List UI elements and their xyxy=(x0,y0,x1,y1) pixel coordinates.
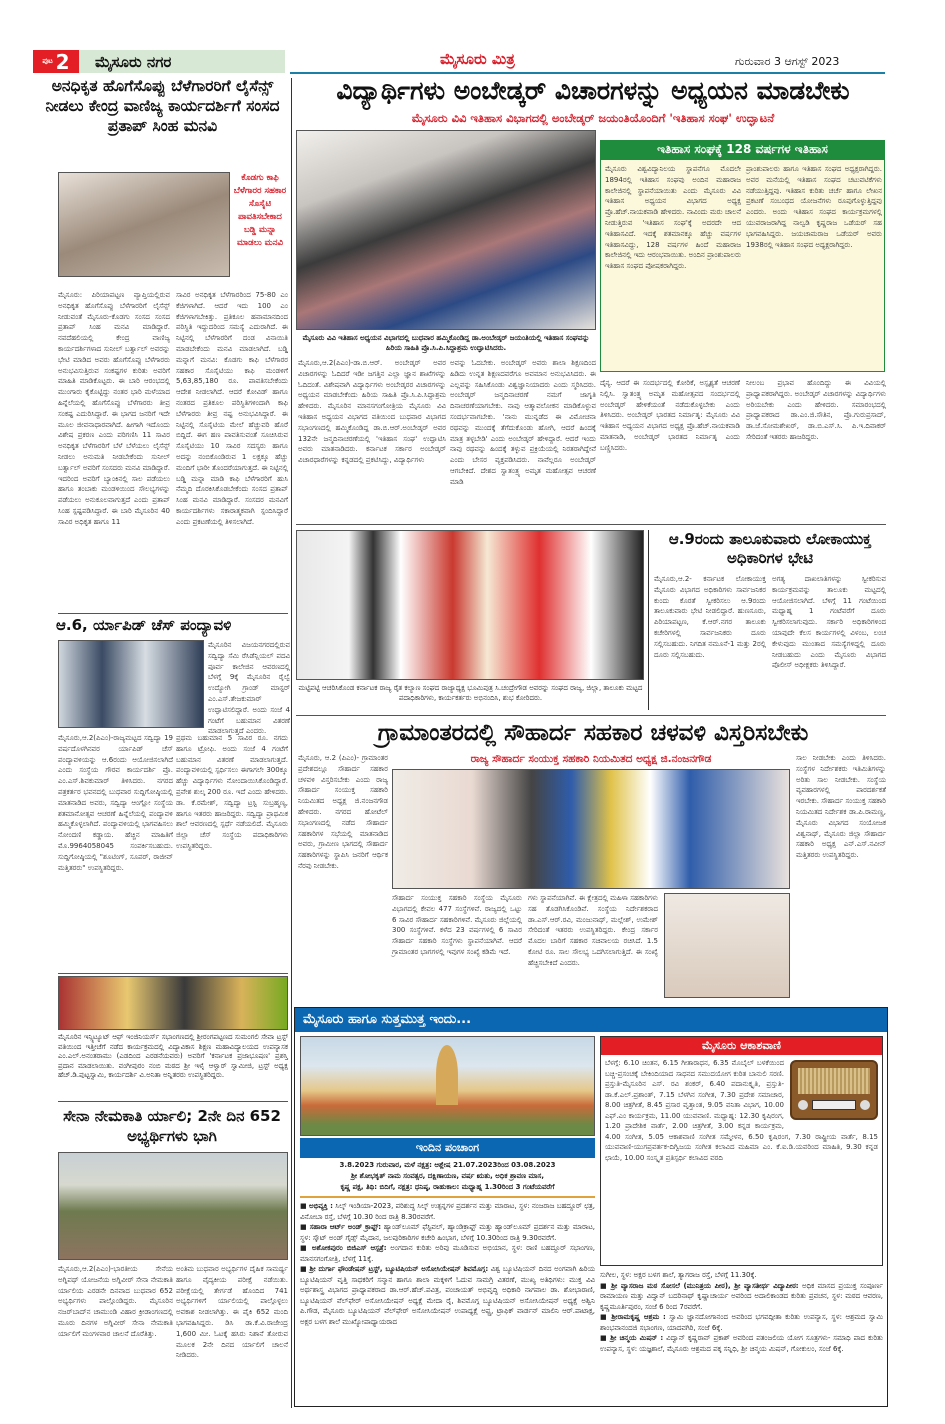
chess-headline: ಆ.6, ರ್ಯಾಪಿಡ್ ಚೆಸ್ ಪಂದ್ಯಾವಳಿ xyxy=(56,616,232,634)
event-item xyxy=(600,1270,883,1281)
lead-body-col1: ಮೈಸೂರು,ಆ.2(ಪಿಎಂ)-ಡಾ.ಬಿ.ಆರ್. ಅಂಬೇಡ್ಕರ್ ಅವರ ವಿಚಾರಗಳನ್ನು ಓದಿದರೆ ಇಡೀ ಜಗತ್ತಿನ ಎಲ್ಲಾ ಜ್ಞಾನ ಶಾಖೆಗಳನ್ನು ಓದಿದಂತೆ. ವಿಶೇಷವಾಗಿ ವಿದ್ಯಾರ್ಥಿಗಳು ಅಂಬೇಡ್ಕರರ ವಿಚಾರಗಳನ್ನು ಅಧ್ಯಯನ ಮಾಡಬೇಕೆಂದು ಹಿರಿಯ ಸಾಹಿತಿ ಪ್ರೊ.ಸಿ.ಪಿ.ಸಿದ್ದಾಶ್ರಮ ಹೇಳಿದರು. ಮೈಸೂರಿನ ಮಾನಸಗಂಗೋತ್ರಿಯ ಮೈಸೂರು ವಿವಿ ಇತಿಹಾಸ ಅಧ್ಯಯನ ವಿಭಾಗದ ವತಿಯಿಂದ ಬುಧವಾರ ವಿಭಾಗದ ಸಭಾಂಗಣದಲ್ಲಿ ಹಮ್ಮಿಕೊಂಡಿದ್ದ ಡಾ.ಬಿ.ಆರ್.ಅಂಬೇಡ್ಕರ್ ಅವರ 132ನೇ ಜನ್ಮದಿನಾಚರಣೆಯಲ್ಲಿ 'ಇತಿಹಾಸ ಸಂಘ' ಉದ್ಘಾಟಿಸಿ ಅವರು ಮಾತನಾಡಿದರು. ಕರ್ನಾಟಕ ಸರ್ಕಾರ ಅಂಬೇಡ್ಕರ್ ವಿಚಾರಧಾರೆಗಳನ್ನು ಕನ್ನಡದಲ್ಲಿ ಪ್ರಕಟಿಸಿದ್ದು, ವಿದ್ಯಾರ್ಥಿಗಳು xyxy=(298,359,446,465)
history-box xyxy=(600,159,885,372)
event-text: ಅಧಿಕ ಮಾಸದ ಪ್ರಯುಕ್ತ ಸಂಪೂರ್ಣ ರಾಮಾಯಣ ಮತ್ತು ವಿದ್ವಾನ್ ಬದರಿನಾಥ್ ಕೃಷ್ಣಾಚಾರ್ಯ ಅವರಿಂದ ಅದಾಲಿಕಾಂಡದ ಕುರಿತು ಪ್ರವಚನ, ಸ್ಥಳ: ಮಠದ ಆವರಣ, ಕೃಷ್ಣಮೂರ್ತಿಪುರಂ, ಸಂಜೆ 6 ರಿಂದ 7ರವರೆಗೆ. xyxy=(600,1281,883,1311)
tobacco-body-col2: ಸಾವಿರ ಅನಧಿಕೃತ ಬೆಳೆಗಾರರಿಂದ 75-80 ಎಂ ಕೆಜಿಗಳಾಗಿದೆ. ಆದರೆ ಇದು 100 ಎಂ ಕೆಜಿಗಳಾಗಬೇಕಿತ್ತು. ಪ್ರತಿಕೂಲ ಹವಾಮಾನದಿಂದ ಪರಿಸ್ಥಿತಿ ಇದ್ದುದರಿಂದ ಸಮಸ್ಯೆ ಎದುರಾಗಿದೆ. ಈ ನಿಟ್ಟಿನಲ್ಲಿ ಬೆಳೆಗಾರರಿಗೆ ದಂಡ ವಿನಾಯಿತಿ ಮಾಡಬೇಕೆಂದು ಮನವಿ ಮಾಡಲಾಗಿದೆ. ಬಡ್ಡಿ ಮನ್ನಾಗೆ ಮನವಿ: ಕೊಡಗು ಕಾಫಿ ಬೆಳೆಗಾರರ ಸಹಕಾರ ಸೊಸೈಟಿಯು ಕಾಫಿ ಮಂಡಳಿಗೆ 5,63,85,180 ರೂ. ಪಾವತಿಸಬೇಕೆಂದು ಆದೇಶ ನೀಡಲಾಗಿದೆ. ಆದರೆ ಕೋವಿಡ್ ಹಾಗೂ ನಂತರದ ಪ್ರತಿಕೂಲ ಪರಿಸ್ಥಿತಿಗಳಿಂದಾಗಿ ಕಾಫಿ ಬೆಳೆಗಾರರು ತೀವ್ರ ನಷ್ಟ ಅನುಭವಿಸಿದ್ದಾರೆ. ಈ ನಿಟ್ಟಿನಲ್ಲಿ ಸೊಸೈಟಿಯ ಮೇಲೆ ಹೆಚ್ಚುವರಿ ಹೊರೆ ಬಿದ್ದಿದೆ. ಈಗ ಹಣ ಪಾವತಿಸುವಂತೆ ಸೂಚಿಸಿರುವ ಸೊಸೈಟಿಯು 10 ಸಾವಿರ ಸದಸ್ಯರು ಹಾಗೂ ಅದನ್ನು ನಂಬಿಕೊಂಡಿರುವ 1 ಲಕ್ಷಕ್ಕೂ ಹೆಚ್ಚು ಮಂದಿಗೆ ಭಾರೀ ತೊಂದರೆಯಾಗುತ್ತದೆ. ಈ ನಿಟ್ಟಿನಲ್ಲಿ ಬಡ್ಡಿ ಮನ್ನಾ ಮಾಡಿ ಕಾಫಿ ಬೆಳೆಗಾರರಿಗೆ ಹುಸಿ ನೆಮ್ಮದಿ ದೊರಕಿಸಿಕೊಡಬೇಕೆಂದು ಸಂಸದ ಪ್ರತಾಪ್ ಸಿಂಹ ಮನವಿ ಮಾಡಿದ್ದಾರೆ. ಸಂಸದರ ಮನವಿಗೆ ಕಾರ್ಯದರ್ಶಿಗಳು ಸಕಾರಾತ್ಮಕವಾಗಿ ಸ್ಪಂದಿಸಿದ್ದಾರೆ ಎಂದು ಪ್ರಕಟಣೆಯಲ್ಲಿ ತಿಳಿಸಲಾಗಿದೆ. xyxy=(176,291,288,526)
tobacco-headline: ಅನಧಿಕೃತ ಹೊಗೆಸೊಪ್ಪು ಬೆಳೆಗಾರರಿಗೆ ಲೈಸೆನ್ಸ್ ನೀಡಲು ಕೇಂದ್ರ ವಾಣಿಜ್ಯ ಕಾರ್ಯದರ್ಶಿಗೆ ಸಂಸದ ಪ್ರತಾಪ್ ಸಿಂಹ ಮನವಿ xyxy=(45,77,280,135)
cooperative-body-col3: ಗಳು ಸ್ಥಾಪನೆಯಾಗಿವೆ. ಈ ಕ್ಷೇತ್ರದಲ್ಲಿ ಮಹಿಳಾ ಸಹಕಾರಿಗಳು ಸಹ ತೊಡಗಿಸಿಕೊಂಡಿವೆ. ಸಂಸ್ಥೆಯ ನಿರ್ದೇಶಕರಾದ ಡಾ.ಎಸ್.ಆರ್.ರವಿ, ಮಂಜುನಾಥ್, ಮಲ್ಲೇಶ್, ಉಮೇಶ್ ಸೇರಿದಂತೆ ಇತರರು ಉಪಸ್ಥಿತರಿದ್ದರು. ಕೇಂದ್ರ ಸರ್ಕಾರ ಮೊದಲ ಬಾರಿಗೆ ಸಹಕಾರ ಸಚಿವಾಲಯ ರಚಿಸಿದೆ. 1.5 ಕೋಟಿ ರೂ. ಸಾಲ ಸೌಲಭ್ಯ ಒದಗಿಸಲಾಗುತ್ತಿದೆ. ಈ ಸಂಖ್ಯೆ ಹೆಚ್ಚಿಸಬೇಕಿದೆ ಎಂದರು. xyxy=(528,894,658,967)
farmer-photo xyxy=(296,530,644,680)
history-box-title: ಇತಿಹಾಸ ಸಂಘಕ್ಕೆ 128 ವರ್ಷಗಳ ಇತಿಹಾಸ xyxy=(600,140,885,159)
event-title: ಸಹಾರಾ ಆರ್ಟ್ ಅಂಡ್ ಕ್ರಾಫ್ಟ್: xyxy=(309,1223,382,1231)
history-body-col2: ಪ್ರಾಂಶುಪಾಲರು ಹಾಗೂ ಇತಿಹಾಸ ಸಂಘದ ಅಧ್ಯಕ್ಷರಾಗಿದ್ದರು. ಅವರ ಮನೆಯಲ್ಲಿ ಇತಿಹಾಸ ಸಂಘದ ಚಟುವಟಿಕೆಗಳು ನಡೆಯುತ್ತಿದ್ದವು. ಇತಿಹಾಸ ಕುರಿತು ಚರ್ಚೆ ಹಾಗೂ ಲೇಖನ ಪ್ರಕಟಣೆ ಸಂಬಂಧದ ಯೋಜನೆಗಳು ರೂಪುಗೊಳ್ಳುತ್ತಿದ್ದವು ಎಂದರು. ಅಂದು ಇತಿಹಾಸ ಸಂಘದ ಕಾರ್ಯಕ್ರಮಗಳಲ್ಲಿ ಯುವರಾಜರಾಗಿದ್ದ ನಾಲ್ವಡಿ ಕೃಷ್ಣರಾಜ ಒಡೆಯರ್ ಸಹ ಭಾಗವಹಿಸಿದ್ದರು. ಜಯಚಾಮರಾಜ ಒಡೆಯರ್ ಅವರು 1938ರಲ್ಲಿ ಇತಿಹಾಸ ಸಂಘದ ಅಧ್ಯಕ್ಷರಾಗಿದ್ದರು. xyxy=(746,165,882,249)
lead-body-col3: ದೈನ್ಯ. ಆದರೆ ಈ ಸಂದರ್ಭದಲ್ಲಿ ಕೋರಿಕೆ, ಅಸ್ಪೃಶ್ಯತೆ ಆಚರಣೆ ನಿಲ್ಲಿಸಿ. ಸ್ವಾತಂತ್ರ್ಯ ಅಮೃತ ಮಹೋತ್ಸವದ ಸಂದರ್ಭದಲ್ಲಿ ಅಂಬೇಡ್ಕರ್ ಹೇಳಿಕೆಯಂತೆ ನಡೆದುಕೊಳ್ಳಬೇಕು ಎಂದು ತಿಳಿಸಿದರು. ಅಂಬೇಡ್ಕರ್ ಭಾರತದ ನಿರ್ಮಾತೃ: ಮೈಸೂರು ವಿವಿ ಇತಿಹಾಸ ಅಧ್ಯಯನ ವಿಭಾಗದ ಅಧ್ಯಕ್ಷ ಪ್ರೊ.ಹೆಚ್.ನಾಯಕವಾಡಿ ಮಾತನಾಡಿ, ಅಂಬೇಡ್ಕರ್ ಭಾರತದ ನಿರ್ಮಾತೃ ಎಂದು ಬಣ್ಣಿಸಿದರು. xyxy=(600,379,740,452)
divider xyxy=(58,1101,288,1102)
chess-body-col1: ಮೈಸೂರು,ಆ.2(ಪಿಎಂ)-ರಾಜ್ಯಮಟ್ಟದ ಸದ್ವಿದ್ಯಾ 19 ವರ್ಷದೊಳಗಿನವರ ರ್ಯಾಪಿಡ್ ಚೆಸ್ ಪಂದ್ಯಾವಳಿಯನ್ನು ಆ.6ರಂದು ಆಯೋಜಿಸಲಾಗಿದೆ ಎಂದು ಸಂಸ್ಥೆಯ ಗೌರವ ಕಾರ್ಯದರ್ಶಿ ಪ್ರೊ. ಎಂ.ಎಸ್.ಶಿವಕುಮಾರ್ ತಿಳಿಸಿದರು. ನಗರದ ಪತ್ರಕರ್ತರ ಭವನದಲ್ಲಿ ಬುಧವಾರ ಸುದ್ದಿಗೋಷ್ಠಿಯಲ್ಲಿ ಮಾತನಾಡಿದ ಅವರು, ಸದ್ವಿದ್ಯಾ ಆಂಗ್ಲೋ ಸಂಸ್ಥೆಯ ಶತಮಾನೋತ್ಸವ ಆಚರಣೆ ಹಿನ್ನೆಲೆಯಲ್ಲಿ ಪಂದ್ಯಾವಳಿ ಹಮ್ಮಿಕೊಳ್ಳಲಾಗಿದೆ. ಪಂದ್ಯಾವಳಿಯಲ್ಲಿ ಭಾಗವಹಿಸಲು ನೋಂದಣಿ ಕಡ್ಡಾಯ. ಹೆಚ್ಚಿನ ಮಾಹಿತಿಗೆ ಮೊ.9964058045 ಸಂಪರ್ಕಿಸಬಹುದು. ಸುದ್ದಿಗೋಷ್ಠಿಯಲ್ಲಿ "ಶೂಟಿಂಗ್, ಸೂಪರ್, ರಾಜೀವ್ ಮತ್ತಿತರರು" ಉಪಸ್ಥಿತರಿದ್ದರು. xyxy=(58,734,173,872)
palace-photo xyxy=(300,1036,595,1136)
cooperative-photo-detail xyxy=(664,893,790,998)
event-item: ■ ಶ್ರೀ ವ್ಯಾಸರಾಜ ಮಠ ಸೋಸಲೆ (ಮುನಿತ್ರಯ ಪೀಠ), ಶ್ರೀ ವ್ಯಾಸತೀರ್ಥ ವಿದ್ಯಾಪೀಠ: ಅಧಿಕ ಮಾಸದ ಪ್ರಯುಕ್ತ ಸಂಪೂರ್ಣ ರಾಮಾಯಣ ಮತ್ತು ವಿದ್ವಾನ್ ಬದರಿನಾಥ್ ಕೃಷ್ಣಾಚಾರ್ಯ ಅವರಿಂದ ಅದಾಲಿಕಾಂಡದ ಕುರಿತು ಪ್ರವಚನ, ಸ್ಥಳ: ಮಠದ ಆವರಣ, ಕೃಷ್ಣಮೂರ್ತಿಪುರಂ, ಸಂಜೆ 6 ರಿಂದ 7ರವರೆಗೆ. xyxy=(600,1281,883,1311)
palace-dome-icon xyxy=(436,1045,458,1105)
radio-icon xyxy=(790,1060,878,1120)
event-title: ಶ್ರೀರಾಮಕೃಷ್ಣ ಆಶ್ರಮ : xyxy=(611,1313,666,1321)
event-title: ಅಭಿವ್ಯಕ್ತಿ : xyxy=(308,1202,333,1210)
events-left-list xyxy=(300,1201,595,1403)
cooperative-body-col2: ಸೌಹಾರ್ದ ಸಂಯುಕ್ತ ಸಹಕಾರಿ ಸಂಸ್ಥೆಯ ಮೈಸೂರು ವಿಭಾಗದಲ್ಲಿ ಕೇವಲ 477 ಸಂಸ್ಥೆಗಳಿವೆ. ರಾಜ್ಯದಲ್ಲಿ ಒಟ್ಟು 6 ಸಾವಿರ ಸೌಹಾರ್ದ ಸಹಕಾರಿಗಳಿವೆ. ಮೈಸೂರು ಜಿಲ್ಲೆಯಲ್ಲಿ 300 ಸಂಸ್ಥೆಗಳಿವೆ. ಕಳೆದ 23 ವರ್ಷಗಳಲ್ಲಿ 6 ಸಾವಿರ ಸೌಹಾರ್ದ ಸಹಕಾರಿ ಸಂಸ್ಥೆಗಳು ಸ್ಥಾಪನೆಯಾಗಿವೆ. ಆದರೆ ಗ್ರಾಮಾಂತರ ಭಾಗಗಳಲ್ಲಿ ಇವುಗಳ ಸಂಖ್ಯೆ ಕಡಿಮೆ ಇದೆ. xyxy=(392,894,522,956)
page-number-badge xyxy=(33,50,79,73)
lokayukta-body-col1: ಮೈಸೂರು,ಆ.2- ಕರ್ನಾಟಕ ಲೋಕಾಯುಕ್ತ ಮೈಸೂರು ವಿಭಾಗದ ಅಧಿಕಾರಿಗಳು ಸಾರ್ವಜನಿಕರ ಕುಂದು ಕೊರತೆ ಸ್ವೀಕರಿಸಲು ಆ.9ರಂದು ತಾಲೂಕುವಾರು ಭೇಟಿ ನೀಡಲಿದ್ದಾರೆ. ಹುಣಸೂರು, ಪಿರಿಯಾಪಟ್ಟಣ, ಕೆ.ಆರ್.ನಗರ ತಾಲೂಕು ಕಚೇರಿಗಳಲ್ಲಿ ಸಾರ್ವಜನಿಕರು ದೂರು ಸಲ್ಲಿಸಬಹುದು. ನಿಗದಿತ ನಮೂನೆ-1 ಮತ್ತು 2ರಲ್ಲಿ ದೂರು ಸಲ್ಲಿಸಬಹುದು. xyxy=(654,575,766,659)
panchanga-line: ಶ್ರೀ ಶೋಭಕೃತ್ ನಾಮ ಸಂವತ್ಸರ, ದಕ್ಷಿಣಾಯಣ, ವರ್ಷ ಋತು, ಅಧಿಕ ಶ್ರಾವಣ ಮಾಸ, xyxy=(350,1172,545,1180)
army-headline: ಸೇನಾ ನೇಮಕಾತಿ ರ್ಯಾಲಿ; 2ನೇ ದಿನ 652 ಅಭ್ಯರ್ಥಿಗಳು ಭಾಗಿ xyxy=(63,1107,281,1145)
chess-body-col2: ಪ್ರಥಮ ಬಹುಮಾನ 5 ಸಾವಿರ ರೂ. ನಗದು ಹಾಗೂ ಟ್ರೋಫಿ. ಅಂದು ಸಂಜೆ 4 ಗಂಟೆಗೆ ಬಹುಮಾನ ವಿತರಣೆ ಮಾಡಲಾಗುತ್ತದೆ. ಪಂದ್ಯಾವಳಿಯಲ್ಲಿ ಸ್ಪರ್ಧಿಸಲು ಈಗಾಗಲೇ 300ಕ್ಕೂ ಹೆಚ್ಚು ವಿದ್ಯಾರ್ಥಿಗಳು ನೋಂದಾಯಿಸಿಕೊಂಡಿದ್ದಾರೆ. ಪ್ರವೇಶ ಶುಲ್ಕ 200 ರೂ. ಇದೆ ಎಂದು ಹೇಳಿದರು. ಡಾ. ಕೆ.ರಮೇಶ್, ಸದ್ವಿದ್ಯಾ ಟ್ರಸ್ಟಿ ಸುಬ್ರಹ್ಮಣ್ಯ, ಹಾಗೂ ಇತರರು ಹಾಜರಿದ್ದರು. ಸದ್ವಿದ್ಯಾ ಪ್ರಾಥಮಿಕ ಶಾಲೆ ಆವರಣದಲ್ಲಿ ಸ್ಪರ್ಧೆ ನಡೆಯಲಿದೆ. ಮೈಸೂರು ಜಿಲ್ಲಾ ಚೆಸ್ ಸಂಸ್ಥೆಯ ಪದಾಧಿಕಾರಿಗಳು ಉಪಸ್ಥಿತರಿದ್ದರು. xyxy=(176,734,288,850)
chess-side-text: ಮೈಸೂರಿನ ವಿಜಯನಗರದಲ್ಲಿರುವ ಸದ್ವಿದ್ಯಾ ಸೆಮಿ ರೆಸಿಡೆನ್ಷಿಯಲ್ ಪದವಿ ಪೂರ್ವ ಕಾಲೇಜಿನ ಆವರಣದಲ್ಲಿ ಬೆಳಗ್ಗೆ 9ಕ್ಕೆ ಮೈಸೂರಿನ ರೈಲ್ವೆ ಉದ್ಯೋಗಿ ಗ್ರಾಂಡ್ ಮಾಸ್ಟರ್ ಎಂ.ಎಸ್.ತೇಜಕುಮಾರ್ ಉದ್ಘಾಟಿಸಲಿದ್ದಾರೆ. ಅಂದು ಸಂಜೆ 4 ಗಂಟೆಗೆ ಬಹುಮಾನ ವಿತರಣೆ ಮಾಡಲಾಗುತ್ತದೆ ಎಂದರು. xyxy=(208,641,290,736)
event-title: ಶ್ರೀ ವ್ಯಾಸರಾಜ ಮಠ ಸೋಸಲೆ (ಮುನಿತ್ರಯ ಪೀಠ), ಶ್ರೀ ವ್ಯಾಸತೀರ್ಥ ವಿದ್ಯಾಪೀಠ: xyxy=(611,1281,799,1290)
column-divider xyxy=(648,530,649,710)
radio-text: ಬೆಳಗ್ಗೆ: 6.10 ಚಿಂತನ, 6.15 ಗೀತಾರಾಧನ, 6.35 ಮೊಬೈಲ್ ಬಳಕೆಯಿಂದ ಬಚ್ಚಿ-ಪ್ರಸಂಚಕ್ಕೆ ಬೇಕಿಂದಿಯಾದ ಸಾಧನದ ಸಮುದಯೋಗ ಕುರಿತ ಬಾನುಲಿ ಸರಣಿ. ಪ್ರಸ್ತುತಿ-ಮೈಸೂರಿನ ಎಸ್. ರವಿ ಶಂಕರ್, 6.40 ಪದಾನುಕ್ಕೃತಿ, ಪ್ರಸ್ತುತಿ-ಡಾ.ಕೆ.ಎಲ್.ಪ್ರಶಾಂತ್, 7.15 ಬೆಳಗಿನ ಸಂಗೀತ, 7.30 ಪ್ರದೇಶ ಸಮಾಚಾರ, 8.00 ಚಿತ್ರಗೀತೆ, 8.45 ಪ್ರಸಾರ ವೃತ್ತಾಂತ, 9.05 ವನಿತಾ ವಿಭಾಗ, 10.00 ಎಫ್.ಎಂ ಕಾರ್ಯಕ್ರಮ, 11.00 ಯುವವಾಣಿ. ಮಧ್ಯಾಹ್ನ: 12.30 ಕೃಷಿರಂಗ, 1.20 ಪ್ರಾದೇಶಿಕ ವಾರ್ತೆ, 2.00 ಚಿತ್ರಗೀತೆ, 3.00 ಕನ್ನಡ ಕಾರ್ಯಕ್ರಮ, 4.00 ಸಂಗೀತ, 5.05 ಆಕಾಶವಾಣಿ ಸಂಗೀತ ಸಮ್ಮೇಳನ, 6.50 ಕೃಷಿರಂಗ, 7.30 ರಾಷ್ಟ್ರೀಯ ವಾರ್ತೆ, 8.15 ಯುವವಾಣಿ-ಯುಗಪ್ರವರ್ತಕ-ದಿಗ್ವಿಜಯ ಸಂಗೀತ ಕಲಾವಿದ ಮಹಿಮಾ ಎಂ. ಕೆ.ಐ.ಡಿ.ಯವರಿಂದ ಮಾಹಿತಿ, 9.30 ಕನ್ನಡ ಛಾಯೆ, 10.00 ಸಂಸ್ಕೃತ ಪ್ರತಿಸ್ಪರ್ಧಿ ಕಲಾವಿದ ವರದಿ xyxy=(605,1059,878,1162)
panchanga-line: ಕೃಷ್ಣ ಪಕ್ಷ, ತಿಥಿ: ಬಿದಿಗೆ, ನಕ್ಷತ್ರ: ಧನಿಷ್ಠ, ರಾಹುಕಾಲ: ಮಧ್ಯಾಹ್ನ 1.30ರಿಂದ 3 ಗಂಟೆಯವರೆಗೆ xyxy=(340,1183,555,1191)
panchanga-title: ಇಂದಿನ ಪಂಚಾಂಗ xyxy=(300,1138,595,1158)
event-title: ಅಶೋಕಪುರಂ ಬಿಜಿಎಸ್ ಆಸ್ಪತ್ರೆ: xyxy=(311,1244,387,1252)
lead-body-col2: ಅವನ್ನು ಓದಬೇಕು. ಅಂಬೇಡ್ಕರ್ ಅವರು ಶಾಲಾ ಶಿಕ್ಷಣದಿಂದ ಹಿಡಿದು ಉನ್ನತ ಶಿಕ್ಷಣದವರೆಗೂ ಅವಮಾನ ಅನುಭವಿಸಿದರು. ಈ ಎಲ್ಲವನ್ನು ಸಹಿಸಿಕೊಂಡು ವಿಶ್ವಜ್ಞಾನಿಯಾದರು ಎಂದು ಸ್ಮರಿಸಿದರು. ಅಂಬೇಡ್ಕರ್ ಜನ್ಮದಿನಾಚರಣೆ ನಮಗೆ ಜಾಗೃತಿ ದಿನಾಚರಣೆಯಾಗಬೇಕು. ನಾವು ಆತ್ಮಾವಲೋಕನ ಮಾಡಿಕೊಳ್ಳುವ ಸಂದರ್ಭವಾಗಬೇಕು. 'ನಾನು ಮುನ್ನಡೆದ ಈ ವಿಮೋಚನಾ ರಥವನ್ನು ಮುಂದಕ್ಕೆ ತೆಗೆದುಕೊಂಡು ಹೋಗಿ, ಆದರೆ ಹಿಂದಕ್ಕೆ ಮಾತ್ರ ತಳ್ಳಬೇಡಿ' ಎಂದು ಅಂಬೇಡ್ಕರ್ ಹೇಳಿದ್ದಾರೆ. ಆದರೆ ಇಂದು ನಾವು ರಥವನ್ನು ಹಿಂದಕ್ಕೆ ತಳ್ಳುವ ಪ್ರಕ್ರಿಯೆಯಲ್ಲಿ ನಿರತರಾಗಿದ್ದೇವೆ ಎಂದು ಬೇಸರ ವ್ಯಕ್ತಪಡಿಸಿದರು. ನಾವೆಲ್ಲರೂ ಅಂಬೇಡ್ಕರ್ ಆಗಬೇಕಿದೆ. ದೇಶದ ಸ್ವಾತಂತ್ರ್ಯ ಅಮೃತ ಮಹೋತ್ಸವ ಆಚರಣೆ ಮಾಡಿ xyxy=(450,359,596,486)
lead-headline: ವಿದ್ಯಾರ್ಥಿಗಳು ಅಂಬೇಡ್ಕರ್ ವಿಚಾರಗಳನ್ನು ಅಧ್ಯಯನ ಮಾಡಬೇಕು xyxy=(336,76,850,105)
event-text: ಸಿಲ್ಕ್ ಇಂಡಿಯಾ-2023, ಪರಿಶುದ್ಧ ಸಿಲ್ಕ್ ಉತ್ಪನ್ನಗಳ ಪ್ರದರ್ಶನ ಮತ್ತು ಮಾರಾಟ, ಸ್ಥಳ: ನಂಜರಾಜ ಬಹದ್ದೂರ್ ಛತ್ರ, ವಿನೋಬಾ ರಸ್ತೆ, ಬೆಳಗ್ಗೆ 10.30 ರಿಂದ ರಾತ್ರಿ 8.30ರವರೆಗೆ. xyxy=(300,1202,595,1221)
cooperative-body-col1: ಮೈಸೂರು, ಆ.2 (ಪಿಎಂ)- ಗ್ರಾಮಾಂತರ ಪ್ರದೇಶದಲ್ಲೂ ಸೌಹಾರ್ದ ಸಹಕಾರ ಚಳವಳಿ ವಿಸ್ತರಿಸಬೇಕು ಎಂದು ರಾಜ್ಯ ಸೌಹಾರ್ದ ಸಂಯುಕ್ತ ಸಹಕಾರಿ ನಿಯಮಿತದ ಅಧ್ಯಕ್ಷ ಜಿ.ನಂಜನಗೌಡ ಹೇಳಿದರು. ನಗರದ ಹೋಟೆಲ್ ಸಭಾಂಗಣದಲ್ಲಿ ನಡೆದ ಸೌಹಾರ್ದ ಸಹಕಾರಿಗಳ ಸಭೆಯಲ್ಲಿ ಮಾತನಾಡಿದ ಅವರು, ಗ್ರಾಮೀಣ ಭಾಗದಲ್ಲಿ ಸೌಹಾರ್ದ ಸಹಕಾರಿಗಳನ್ನು ಸ್ಥಾಪಿಸಿ ಜನರಿಗೆ ಆರ್ಥಿಕ ನೆರವು ನೀಡಬೇಕು. xyxy=(298,754,388,870)
event-text: ಸುಗೀಲ, ಸ್ಥಳ: ಅಕ್ಷರ ಬಳಗ ಶಾಲೆ, ತ್ಯಾಗರಾಜ ರಸ್ತೆ, ಬೆಳಗ್ಗೆ 11.30ಕ್ಕೆ. xyxy=(600,1271,757,1279)
lokayukta-body-col2: ಅಗತ್ಯ ದಾಖಲಾತಿಗಳನ್ನು ಸ್ವೀಕರಿಸುವ ಕಾರ್ಯಕ್ರಮವನ್ನು ತಾಲೂಕು ಮಟ್ಟದಲ್ಲಿ ಆಯೋಜಿಸಲಾಗಿದೆ. ಬೆಳಿಗ್ಗೆ 11 ಗಂಟೆಯಿಂದ ಮಧ್ಯಾಹ್ನ 1 ಗಂಟೆವರೆಗೆ ದೂರು ಸ್ವೀಕರಿಸಲಾಗುವುದು. ಸರ್ಕಾರಿ ಅಧಿಕಾರಿಗಳಿಂದ ಯಾವುದೇ ಕೆಲಸ ಕಾರ್ಯಗಳಲ್ಲಿ ವಿಳಂಬ, ಲಂಚ ಕೇಳುವುದು ಮುಂತಾದ ಸಮಸ್ಯೆಗಳಿದ್ದಲ್ಲಿ ದೂರು ನೀಡಬಹುದು ಎಂದು ಮೈಸೂರು ವಿಭಾಗದ ಪೊಲೀಸ್ ಅಧೀಕ್ಷಕರು ತಿಳಿಸಿದ್ದಾರೆ. xyxy=(772,575,886,670)
army-photo xyxy=(58,1152,288,1260)
divider xyxy=(58,973,288,974)
tobacco-photo xyxy=(58,172,230,277)
masthead: ಮೈಸೂರು ಮಿತ್ರ xyxy=(440,50,515,68)
section-title: ಮೈಸೂರು ನಗರ xyxy=(95,52,172,71)
event-title: ಶ್ರೀ ಚಿನ್ಮಯ ಮಿಷನ್ : xyxy=(610,1334,664,1342)
cooperative-headline: ಗ್ರಾಮಾಂತರದಲ್ಲಿ ಸೌಹಾರ್ದ ಸಹಕಾರ ಚಳವಳಿ ವಿಸ್ತರಿಸಬೇಕು xyxy=(377,720,809,746)
page-label: ಪುಟ xyxy=(42,57,53,65)
radio-dial xyxy=(812,1100,856,1110)
lead-photo-caption: ಮೈಸೂರು ವಿವಿ ಇತಿಹಾಸ ಅಧ್ಯಯನ ವಿಭಾಗದಲ್ಲಿ ಬುಧವಾರ ಹಮ್ಮಿಕೊಂಡಿದ್ದ ಡಾ.ಅಂಬೇಡ್ಕರ್ ಜಯಂತಿಯಲ್ಲಿ ಇತಿಹಾಸ ಸಂಘವನ್ನು ಹಿರಿಯ ಸಾಹಿತಿ ಪ್ರೊ.ಸಿ.ಪಿ.ಸಿದ್ದಾಶ್ರಮ ಉದ್ಘಾಟಿಸಿದರು. xyxy=(302,334,590,352)
event-item: ■ ಅಶೋಕಪುರಂ ಬಿಜಿಎಸ್ ಆಸ್ಪತ್ರೆ: ಅಂಗದಾನ ಕುರಿತು ಅರಿವು ಮೂಡಿಸುವ ಅಭಿಯಾನ, ಸ್ಥಳ: ರಾಣಿ ಬಹದ್ದೂರ್ ಸಭಾಂಗಣ, ಮಾನಸಗಂಗೋತ್ರಿ, ಬೆಳಗ್ಗೆ 11ಕ್ಕೆ. xyxy=(300,1244,595,1263)
cooperative-body-col4: ಸಾಲ ನೀಡಬೇಕು ಎಂದು ತಿಳಿಸಿದರು. ಸಂಸ್ಥೆಗಳ ನಿರ್ದೇಶಕರು ಇತಿಮಿತಿಗಳನ್ನು ಅರಿತು ಸಾಲ ನೀಡಬೇಕು. ಸಂಸ್ಥೆಯ ವ್ಯವಹಾರಗಳಲ್ಲಿ ಪಾರದರ್ಶಕತೆ ಇರಬೇಕು. ಸೌಹಾರ್ದ ಸಂಯುಕ್ತ ಸಹಕಾರಿ ನಿಯಮಿತದ ನಿರ್ದೇಶಕ ಡಾ.ಪಿ.ರಾಮಣ್ಣ, ಮೈಸೂರು ವಿಭಾಗದ ಸಂಯೋಜಕ ವಿಶ್ವನಾಥ್, ಮೈಸೂರು ಜಿಲ್ಲಾ ಸೌಹಾರ್ದ ಸಹಕಾರಿ ಅಧ್ಯಕ್ಷ ಎನ್.ಎಸ್.ನವೀನ್ ಮತ್ತಿತರರು ಉಪಸ್ಥಿತರಿದ್ದರು. xyxy=(796,754,886,860)
event-text: ಅಂಗದಾನ ಕುರಿತು ಅರಿವು ಮೂಡಿಸುವ ಅಭಿಯಾನ, ಸ್ಥಳ: ರಾಣಿ ಬಹದ್ದೂರ್ ಸಭಾಂಗಣ, ಮಾನಸಗಂಗೋತ್ರಿ, ಬೆಳಗ್ಗೆ 11ಕ್ಕೆ. xyxy=(300,1244,595,1263)
lokayukta-headline: ಆ.9ರಂದು ತಾಲೂಕುವಾರು ಲೋಕಾಯುಕ್ತ ಅಧಿಕಾರಿಗಳ ಭೇಟಿ xyxy=(668,530,872,567)
divider xyxy=(296,524,886,525)
divider xyxy=(296,715,886,716)
events-right-list xyxy=(600,1270,883,1404)
cooperative-subhead: ರಾಜ್ಯ ಸೌಹಾರ್ದ ಸಂಯುಕ್ತ ಸಹಕಾರಿ ನಿಯಮಿತದ ಅಧ್ಯಕ್ಷ ಜಿ.ನಂಜನಗೌಡ xyxy=(470,753,712,765)
event-item: ■ ಅಭಿವ್ಯಕ್ತಿ : ಸಿಲ್ಕ್ ಇಂಡಿಯಾ-2023, ಪರಿಶುದ್ಧ ಸಿಲ್ಕ್ ಉತ್ಪನ್ನಗಳ ಪ್ರದರ್ಶನ ಮತ್ತು ಮಾರಾಟ, ಸ್ಥಳ: ನಂಜರಾಜ ಬಹದ್ದೂರ್ ಛತ್ರ, ವಿನೋಬಾ ರಸ್ತೆ, ಬೆಳಗ್ಗೆ 10.30 ರಿಂದ ರಾತ್ರಿ 8.30ರವರೆಗೆ. xyxy=(300,1202,595,1221)
farmer-caption: ಮಟ್ಟಿಪಟ್ಟಿ ಆಚರಿಸಿಕೊಂಡ ಕರ್ನಾಟಕ ರಾಜ್ಯ ರೈತ ಕಲ್ಯಾಣ ಸಂಘದ ರಾಜ್ಯಾಧ್ಯಕ್ಷ ಭೂಮಿಪುತ್ರ ಸಿ.ಚಂದ್ರೇಗೌಡ ಅವರನ್ನು ಸಂಘದ ರಾಜ್ಯ, ಜಿಲ್ಲಾ, ತಾಲೂಕು ಮಟ್ಟದ ಪದಾಧಿಕಾರಿಗಳು, ಕಾರ್ಯಕರ್ತರು ಅಭಿನಂದಿಸಿ, ಶುಭ ಕೋರಿದರು. xyxy=(298,684,643,702)
event-item: ■ ಶ್ರೀ ಚಿನ್ಮಯ ಮಿಷನ್ : ವಿದ್ವಾನ್ ಕೃಷ್ಣರಾವ್ ಪ್ರಕಾಶ್ ಅವರಿಂದ ಪತಂಜಲಿಯ ಯೋಗ ಸೂತ್ರಗಳು- ಸಮಾಧಿ ಪಾದ ಕುರಿತು ಉಪನ್ಯಾಸ, ಸ್ಥಳ: ಯಜ್ಞಶಾಲೆ, ಮೈಸೂರು ಆಶ್ರಮದ ಪಕ್ಕ ಸನ್ನಿಧಿ, ಶ್ರೀ ಚಿನ್ಮಯ ಮಿಷನ್, ಗೋಕುಲಂ, ಸಂಜೆ 6ಕ್ಕೆ. xyxy=(600,1334,883,1353)
award-photo xyxy=(58,976,288,1030)
lead-subhead: ಮೈಸೂರು ವಿವಿ ಇತಿಹಾಸ ವಿಭಾಗದಲ್ಲಿ ಅಂಬೇಡ್ಕರ್ ಜಯಂತಿಯೊಂದಿಗೆ 'ಇತಿಹಾಸ ಸಂಘ' ಉದ್ಘಾಟನೆ xyxy=(411,111,775,125)
column-divider xyxy=(291,78,292,1408)
cooperative-photo xyxy=(392,769,790,889)
tobacco-body-col1: ಮೈಸೂರು: ಪಿರಿಯಾಪಟ್ಟಣ ವ್ಯಾಪ್ತಿಯಲ್ಲಿರುವ ಅನಧಿಕೃತ ಹೊಗೆಸೊಪ್ಪು ಬೆಳೆಗಾರರಿಗೆ ಲೈಸೆನ್ಸ್ ನೀಡುವಂತೆ ಮೈಸೂರು-ಕೊಡಗು ಸಂಸದ ಸಂಸದ ಪ್ರತಾಪ್ ಸಿಂಹ ಮನವಿ ಮಾಡಿದ್ದಾರೆ. ನವದೆಹಲಿಯಲ್ಲಿ ಕೇಂದ್ರ ವಾಣಿಜ್ಯ ಕಾರ್ಯದರ್ಶಿಗಳಾದ ಸುನೀಲ್ ಬರ್ತ್ವಾಲ್ ಅವರನ್ನು ಭೇಟಿ ಮಾಡಿದ ಅವರು ಹೊಗೆಸೊಪ್ಪು ಬೆಳೆಗಾರರು ಅನುಭವಿಸುತ್ತಿರುವ ಸಂಕಷ್ಟಗಳ ಕುರಿತು ಅವರಿಗೆ ಮಾಹಿತಿ ಮಾಡಿಕೊಟ್ಟರು. ಈ ಬಾರಿ ಆರಂಭದಲ್ಲಿ ಮುಂಗಾರು ಕೈಕೊಟ್ಟಿದ್ದು ನಂತರ ಭಾರಿ ಮಳೆಯಾದ ಹಿನ್ನೆಲೆಯಲ್ಲಿ ಹೊಗೆಸೊಪ್ಪು ಬೆಳೆಗಾರರು ತೀವ್ರ ಸಂಕಷ್ಟ ಎದುರಿಸಿದ್ದಾರೆ. ಈ ಭಾಗದ ಜನರಿಗೆ ಇದೇ ಮೂಲ ಜೀವನಾಧಾರವಾಗಿದೆ. ಹೀಗಾಗಿ ಇದೊಂದು ವಿಶೇಷ ಪ್ರಕರಣ ಎಂದು ಪರಿಗಣಿಸಿ 11 ಸಾವಿರ ಅನಧಿಕೃತ ಬೆಳೆಗಾರರಿಗೆ ಬೆಳೆ ಬೆಳೆಯಲು ಲೈಸೆನ್ಸ್ ನೀಡಲು ಅನುಮತಿ ನೀಡಬೇಕೆಂದು ಸುನೀಲ್ ಬರ್ತ್ವಾಲ್ ಅವರಿಗೆ ಸಂಸದರು ಮನವಿ ಮಾಡಿದ್ದಾರೆ. ಇದರಿಂದ ಅವರಿಗೆ ಬ್ಯಾಂಕಿನಲ್ಲಿ ಸಾಲ ಪಡೆಯಲು ಹಾಗೂ ತಂಬಾಕು ಮಂಡಳಿಯಿಂದ ಸೌಲಭ್ಯಗಳನ್ನು ಪಡೆಯಲು ಅನುಕೂಲವಾಗುತ್ತದೆ ಎಂದು ಪ್ರತಾಪ್ ಸಿಂಹ ಸ್ಪಷ್ಟಪಡಿಸಿದ್ದಾರೆ. ಈ ಬಾರಿ ಮೈಸೂರಿನ 40 ಸಾವಿರ ಅಧಿಕೃತ ಹಾಗೂ 11 xyxy=(58,291,170,526)
event-text: ಸ್ವಾಮಿ ಜ್ಞಾನದೋಗಾನಂದ ಅವರಿಂದ ಭಗವದ್ಗೀತಾ ಕುರಿತು ಉಪನ್ಯಾಸ, ಸ್ಥಳ: ಆಶ್ರಮದ ಸ್ವಾಮಿ ಶಾಂಭವಾನಂದಜಿ ಸಭಾಂಗಣ, ಯಾದವಗಿರಿ, ಸಂಜೆ 6ಕ್ಕೆ. xyxy=(600,1313,884,1332)
award-caption: ಮೈಸೂರಿನ ಇನ್ಸ್ಟಿಟ್ಯೂಟ್ ಆಫ್ ಇಂಜಿನಿಯರ್ಸ್ ಸಭಾಂಗಣದಲ್ಲಿ ಶ್ರೀರಂಗಪಟ್ಟಣದ ಸುಮಂಗಲಿ ಸೇವಾ ಟ್ರಸ್ಟ್ ವತಿಯಿಂದ ಇತ್ತೀಚೆಗೆ ನಡೆದ ಕಾರ್ಯಕ್ರಮದಲ್ಲಿ ವಿದ್ಯಾವಿಕಾಸ ಶಿಕ್ಷಣ ಮಹಾವಿದ್ಯಾಲಯದ ಉಪನ್ಯಾಸಕ ಎಂ.ಎಲ್.ಅನಂತರಾಮು (ಎಡದಿಂದ ಎರಡನೆಯವರು) ಅವರಿಗೆ 'ಕರ್ನಾಟಕ ಪ್ರಜಾಭೂಷಣ' ಪ್ರಶಸ್ತಿ ಪ್ರದಾನ ಮಾಡಲಾಯಿತು. ವಂಗೀಪುರಂ ನಂಬಿ ಮಠದ ಶ್ರೀ ಇಳೈ ಆಳ್ವಾರ್ ಸ್ವಾಮೀಜಿ, ಟ್ರಸ್ಟ್ ಅಧ್ಯಕ್ಷ ಹೆಚ್.ಡಿ.ಪುಟ್ಟಸ್ವಾಮಿ, ಕಾರ್ಯದರ್ಶಿ ವಿ.ಅನಿತಾ ಅನ್ನಿತರರು ಉಪಸ್ಥಿತರಿದ್ದರು. xyxy=(58,1033,288,1079)
today-box-title: ಮೈಸೂರು ಹಾಗೂ ಸುತ್ತಮುತ್ತ ಇಂದು... xyxy=(295,1008,887,1032)
chess-photo xyxy=(58,640,204,728)
event-item: ■ ಶ್ರೀ ದುರ್ಗಾ ಫೌಂಡೇಷನ್ ಟ್ರಸ್ಟ್, ಬ್ಯೂಟಿಷಿಯನ್ ಅಸೋಸಿಯೇಷನ್ ಶಿವಮೊಗ್ಗ: ವಿಶ್ವ ಬ್ಯೂಟಿಷಿಯನ್ ದಿನದ ಅಂಗವಾಗಿ ಹಿರಿಯ ಬ್ಯೂಟಿಷಿಯನ್ ವೃತ್ತಿ ಸಾಧಕರಿಗೆ ಸನ್ಮಾನ ಹಾಗೂ ಶಾಲಾ ಮಕ್ಕಳಿಗೆ ಓದುವ ಸಾಮಗ್ರಿ ವಿತರಣೆ, ಮುಖ್ಯ ಅತಿಥಿಗಳು: ಮುಕ್ತ ವಿವಿ ಅರ್ಥಶಾಸ್ತ್ರ ವಿಭಾಗದ ಪ್ರಾಧ್ಯಾಪಕರಾದ ಡಾ.ಆರ್.ಹೆಚ್.ಪವಿತ್ರ, ಪಂಚಾಯತ್ ಅಭಿವೃದ್ಧಿ ಅಧಿಕಾರಿ ನಾಗವಾಲ ಡಾ. ಶೋಭಾರಾಣಿ, ಬ್ಯೂಟಿಷಿಯನ್ ವೆಲ್‌ಫೇರ್ ಅಸೋಸಿಯೇಷನ್ ಅಧ್ಯಕ್ಷೆ ಮೇದಾ ರೈ, ಶಿವಮೊಗ್ಗ ಬ್ಯೂಟಿಷಿಯನ್ ಅಸೋಸಿಯೇಷನ್ ಅಧ್ಯಕ್ಷೆ ಅಶ್ವಿನಿ ಪಿ.ಗೌಡ, ಮೈಸೂರು ಬ್ಯೂಟಿಷಿಯನ್ ವೆಲ್‌ಫೇರ್ ಅಸೋಸಿಯೇಷನ್ ಉಪಾಧ್ಯಕ್ಷೆ ಅಫ್ಸ್ರ, ಟ್ರಾಫಿಕ್ ವಾರ್ಡನ್ ಮಾಲಿನಿ ಆರ್.ಪಾಟಾಕ್ಷ, ಅಕ್ಷರ ಬಳಗ ಶಾಲೆ ಮುಖ್ಯೋಪಾಧ್ಯಾಯರಾದ xyxy=(300,1265,595,1326)
lead-body-col4: ನೀಲಂಬ ಪ್ರಭಾವ ಹೊಂದಿದ್ದು ಈ ವಿವಿಯಲ್ಲಿ ಪ್ರಾಧ್ಯಾಪಕರಾಗಿದ್ದರು. ಅಂಬೇಡ್ಕರ್ ವಿಚಾರಗಳನ್ನು ವಿದ್ಯಾರ್ಥಿಗಳು ಅರಿಯಬೇಕು ಎಂದು ಹೇಳಿದರು. ಸಮಾರಂಭದಲ್ಲಿ ಪ್ರಾಧ್ಯಾಪಕರಾದ ಡಾ.ಎಂ.ಜಿ.ಸೌತಿನ, ಪ್ರೊ.ಗುರುಪ್ರಸಾದ್, ಡಾ.ಜೆ.ಸೋಮಶೇಖರ್, ಡಾ.ಬಿ.ಎಸ್.ಸಿ. ಪಿ.ಇ.ದಿವಾಕರ್ ಸೇರಿದಂತೆ ಇತರರು ಹಾಜರಿದ್ದರು. xyxy=(746,379,886,441)
history-body-col1: ಮೈಸೂರು ವಿಶ್ವವಿದ್ಯಾನಿಲಯ ಸ್ಥಾಪನೆಗೂ ಮೊದಲೇ 1894ರಲ್ಲಿ ಇತಿಹಾಸ ಸಂಘವು ಅಂದಿನ ಮಹಾರಾಜ ಕಾಲೇಜಿನಲ್ಲಿ ಸ್ಥಾಪನೆಯಾಯಿತು ಎಂದು ಮೈಸೂರು ವಿವಿ ಇತಿಹಾಸ ಅಧ್ಯಯನ ವಿಭಾಗದ ಅಧ್ಯಕ್ಷ ಪ್ರೊ.ಹೆಚ್.ನಾಯಕವಾಡಿ ಹೇಳಿದರು. ನಾವಿಂದು ಮರು ಚಾಲನೆ ನೀಡುತ್ತಿರುವ 'ಇತಿಹಾಸ ಸಂಘ'ಕ್ಕೆ ಅದರದೇ ಆದ ಇತಿಹಾಸವಿದೆ. ಇದಕ್ಕೆ ಶತಮಾನಕ್ಕೂ ಹೆಚ್ಚು ವರ್ಷಗಳ ಇತಿಹಾಸವಿದ್ದು, 128 ವರ್ಷಗಳ ಹಿಂದೆ ಮಹಾರಾಜ ಕಾಲೇಜಿನಲ್ಲಿ ಇದು ಆರಂಭವಾಯಿತು. ಅಂದಿನ ಪ್ರಾಂಶುಪಾಲರು ಇತಿಹಾಸ ಸಂಘದ ಪೋಷಕರಾಗಿದ್ದರು. xyxy=(605,165,741,271)
panchanga-rule xyxy=(300,1196,595,1198)
radio-knob-icon xyxy=(798,1100,808,1110)
event-item: ■ ಸಹಾರಾ ಆರ್ಟ್ ಅಂಡ್ ಕ್ರಾಫ್ಟ್: ಹ್ಯಾಂಡ್‌ಲೂಮ್ ಫೆಸ್ಟಿವಲ್, ಹ್ಯಾಂಡಿಕ್ರಾಫ್ಟ್ ಮತ್ತು ಹ್ಯಾಂಡ್‌ಲೂಮ್ ಪ್ರದರ್ಶನ ಮತ್ತು ಮಾರಾಟ, ಸ್ಥಳ: ಸ್ಕೌಟ್ ಅಂಡ್ ಗೈಡ್ಸ್ ಮೈದಾನ, ಜಲಪುರಿಕಾರಿಗಳ ಕಚೇರಿ ಹಿಂಭಾಗ, ಬೆಳಗ್ಗೆ 10.30ರಿಂದ ರಾತ್ರಿ 9.30ರವರೆಗೆ. xyxy=(300,1223,595,1242)
lead-photo xyxy=(296,130,596,330)
tobacco-side-note: ಕೊಡಗು ಕಾಫಿ ಬೆಳೆಗಾರರ ಸಹಕಾರ ಸೊಸೈಟಿ ಪಾವತಿಸಬೇಕಾದ ಬಡ್ಡಿ ಮನ್ನಾ ಮಾಡಲು ಮನವಿ xyxy=(233,173,287,248)
divider xyxy=(58,613,288,614)
header-rule xyxy=(290,72,885,74)
event-title: ಶ್ರೀ ದುರ್ಗಾ ಫೌಂಡೇಷನ್ ಟ್ರಸ್ಟ್, ಬ್ಯೂಟಿಷಿಯನ್ ಅಸೋಸಿಯೇಷನ್ ಶಿವಮೊಗ್ಗ: xyxy=(309,1265,489,1273)
army-body-col2: ಅಂತಿಮ ಬುಧವಾರ ಅಭ್ಯರ್ಥಿಗಳ ದೈಹಿಕ ಸಾಮರ್ಥ್ಯ ಹಾಗೂ ವೈದ್ಯಕೀಯ ಪರೀಕ್ಷೆ ನಡೆಯಿತು. ಪರೀಕ್ಷೆಯಲ್ಲಿ ತೇರ್ಗಡೆ ಹೊಂದಿದ 741 ಅಭ್ಯರ್ಥಿಗಳಿಗೆ ರ್ಯಾಲಿಯಲ್ಲಿ ಪಾಲ್ಗೊಳ್ಳಲು ಅವಕಾಶ ನೀಡಲಾಗಿತ್ತು. ಈ ಪೈಕಿ 652 ಮಂದಿ ಭಾಗವಹಿಸಿದ್ದರು. ಡಿಸಿ ಡಾ.ಕೆ.ವಿ.ರಾಜೇಂದ್ರ 1,600 ಮೀ. ಓಟಕ್ಕೆ ಹಸಿರು ನಿಶಾನೆ ತೋರುವ ಮೂಲಕ 2ನೇ ದಿನದ ರ್ಯಾಲಿಗೆ ಚಾಲನೆ ನೀಡಿದರು. xyxy=(176,1265,288,1360)
date-line: ಗುರುವಾರ 3 ಆಗಸ್ಟ್ 2023 xyxy=(735,55,840,68)
radio-box xyxy=(600,1036,883,1266)
radio-title: ಮೈಸೂರು ಆಕಾಶವಾಣಿ xyxy=(601,1037,882,1055)
event-text: ಹ್ಯಾಂಡ್‌ಲೂಮ್ ಫೆಸ್ಟಿವಲ್, ಹ್ಯಾಂಡಿಕ್ರಾಫ್ಟ್ ಮತ್ತು ಹ್ಯಾಂಡ್‌ಲೂಮ್ ಪ್ರದರ್ಶನ ಮತ್ತು ಮಾರಾಟ, ಸ್ಥಳ: ಸ್ಕೌಟ್ ಅಂಡ್ ಗೈಡ್ಸ್ ಮೈದಾನ, ಜಲಪುರಿಕಾರಿಗಳ ಕಚೇರಿ ಹಿಂಭಾಗ, ಬೆಳಗ್ಗೆ 10.30ರಿಂದ ರಾತ್ರಿ 9.30ರವರೆಗೆ. xyxy=(300,1223,595,1242)
section-header xyxy=(33,50,285,73)
event-text: ವಿಶ್ವ ಬ್ಯೂಟಿಷಿಯನ್ ದಿನದ ಅಂಗವಾಗಿ ಹಿರಿಯ ಬ್ಯೂಟಿಷಿಯನ್ ವೃತ್ತಿ ಸಾಧಕರಿಗೆ ಸನ್ಮಾನ ಹಾಗೂ ಶಾಲಾ ಮಕ್ಕಳಿಗೆ ಓದುವ ಸಾಮಗ್ರಿ ವಿತರಣೆ, ಮುಖ್ಯ ಅತಿಥಿಗಳು: ಮುಕ್ತ ವಿವಿ ಅರ್ಥಶಾಸ್ತ್ರ ವಿಭಾಗದ ಪ್ರಾಧ್ಯಾಪಕರಾದ ಡಾ.ಆರ್.ಹೆಚ್.ಪವಿತ್ರ, ಪಂಚಾಯತ್ ಅಭಿವೃದ್ಧಿ ಅಧಿಕಾರಿ ನಾಗವಾಲ ಡಾ. ಶೋಭಾರಾಣಿ, ಬ್ಯೂಟಿಷಿಯನ್ ವೆಲ್‌ಫೇರ್ ಅಸೋಸಿಯೇಷನ್ ಅಧ್ಯಕ್ಷೆ ಮೇದಾ ರೈ, ಶಿವಮೊಗ್ಗ ಬ್ಯೂಟಿಷಿಯನ್ ಅಸೋಸಿಯೇಷನ್ ಅಧ್ಯಕ್ಷೆ ಅಶ್ವಿನಿ ಪಿ.ಗೌಡ, ಮೈಸೂರು ಬ್ಯೂಟಿಷಿಯನ್ ವೆಲ್‌ಫೇರ್ ಅಸೋಸಿಯೇಷನ್ ಉಪಾಧ್ಯಕ್ಷೆ ಅಫ್ಸ್ರ, ಟ್ರಾಫಿಕ್ ವಾರ್ಡನ್ ಮಾಲಿನಿ ಆರ್.ಪಾಟಾಕ್ಷ, ಅಕ್ಷರ ಬಳಗ ಶಾಲೆ ಮುಖ್ಯೋಪಾಧ್ಯಾಯರಾದ xyxy=(300,1265,595,1326)
event-item: ■ ಶ್ರೀರಾಮಕೃಷ್ಣ ಆಶ್ರಮ : ಸ್ವಾಮಿ ಜ್ಞಾನದೋಗಾನಂದ ಅವರಿಂದ ಭಗವದ್ಗೀತಾ ಕುರಿತು ಉಪನ್ಯಾಸ, ಸ್ಥಳ: ಆಶ್ರಮದ ಸ್ವಾಮಿ ಶಾಂಭವಾನಂದಜಿ ಸಭಾಂಗಣ, ಯಾದವಗಿರಿ, ಸಂಜೆ 6ಕ್ಕೆ. xyxy=(600,1313,884,1332)
panchanga-block xyxy=(300,1160,595,1194)
radio-knob-icon xyxy=(860,1100,870,1110)
panchanga-line: 3.8.2023 ಗುರುವಾರ, ಮಳೆ ನಕ್ಷತ್ರ: ಆಶ್ಲೇಷ 21.07.2023ರಿಂದ 03.08.2023 xyxy=(339,1161,556,1169)
army-body-col1: ಮೈಸೂರು,ಆ.2(ಪಿಎಂ)-ಭಾರತೀಯ ಸೇನೆಯ ಅಗ್ನಿಪಥ್ ಯೋಜನೆಯ ಅಗ್ನಿವೀರ್ ಸೇನಾ ನೇಮಕಾತಿ ರ್ಯಾಲಿಯ ಎರಡನೇ ದಿನವಾದ ಬುಧವಾರ 652 ಅಭ್ಯರ್ಥಿಗಳು ಪಾಲ್ಗೊಂಡಿದ್ದರು. ಮೈಸೂರಿನ ನಜರ್‌ಬಾದ್‌ನ ಚಾಮುಂಡಿ ವಿಹಾರ ಕ್ರೀಡಾಂಗಣದಲ್ಲಿ ಮೂರು ದಿನಗಳ ಅಗ್ನಿವೀರ್ ಸೇನಾ ನೇಮಕಾತಿ ರ್ಯಾಲಿಗೆ ಮಂಗಳವಾರ ಚಾಲನೆ ದೊರೆತಿತ್ತು. xyxy=(58,1265,173,1338)
event-text: ವಿದ್ವಾನ್ ಕೃಷ್ಣರಾವ್ ಪ್ರಕಾಶ್ ಅವರಿಂದ ಪತಂಜಲಿಯ ಯೋಗ ಸೂತ್ರಗಳು- ಸಮಾಧಿ ಪಾದ ಕುರಿತು ಉಪನ್ಯಾಸ, ಸ್ಥಳ: ಯಜ್ಞಶಾಲೆ, ಮೈಸೂರು ಆಶ್ರಮದ ಪಕ್ಕ ಸನ್ನಿಧಿ, ಶ್ರೀ ಚಿನ್ಮಯ ಮಿಷನ್, ಗೋಕುಲಂ, ಸಂಜೆ 6ಕ್ಕೆ. xyxy=(600,1334,883,1353)
page-number: 2 xyxy=(55,49,70,74)
radio-body xyxy=(601,1055,882,1264)
radio-speaker-grille xyxy=(798,1068,870,1094)
